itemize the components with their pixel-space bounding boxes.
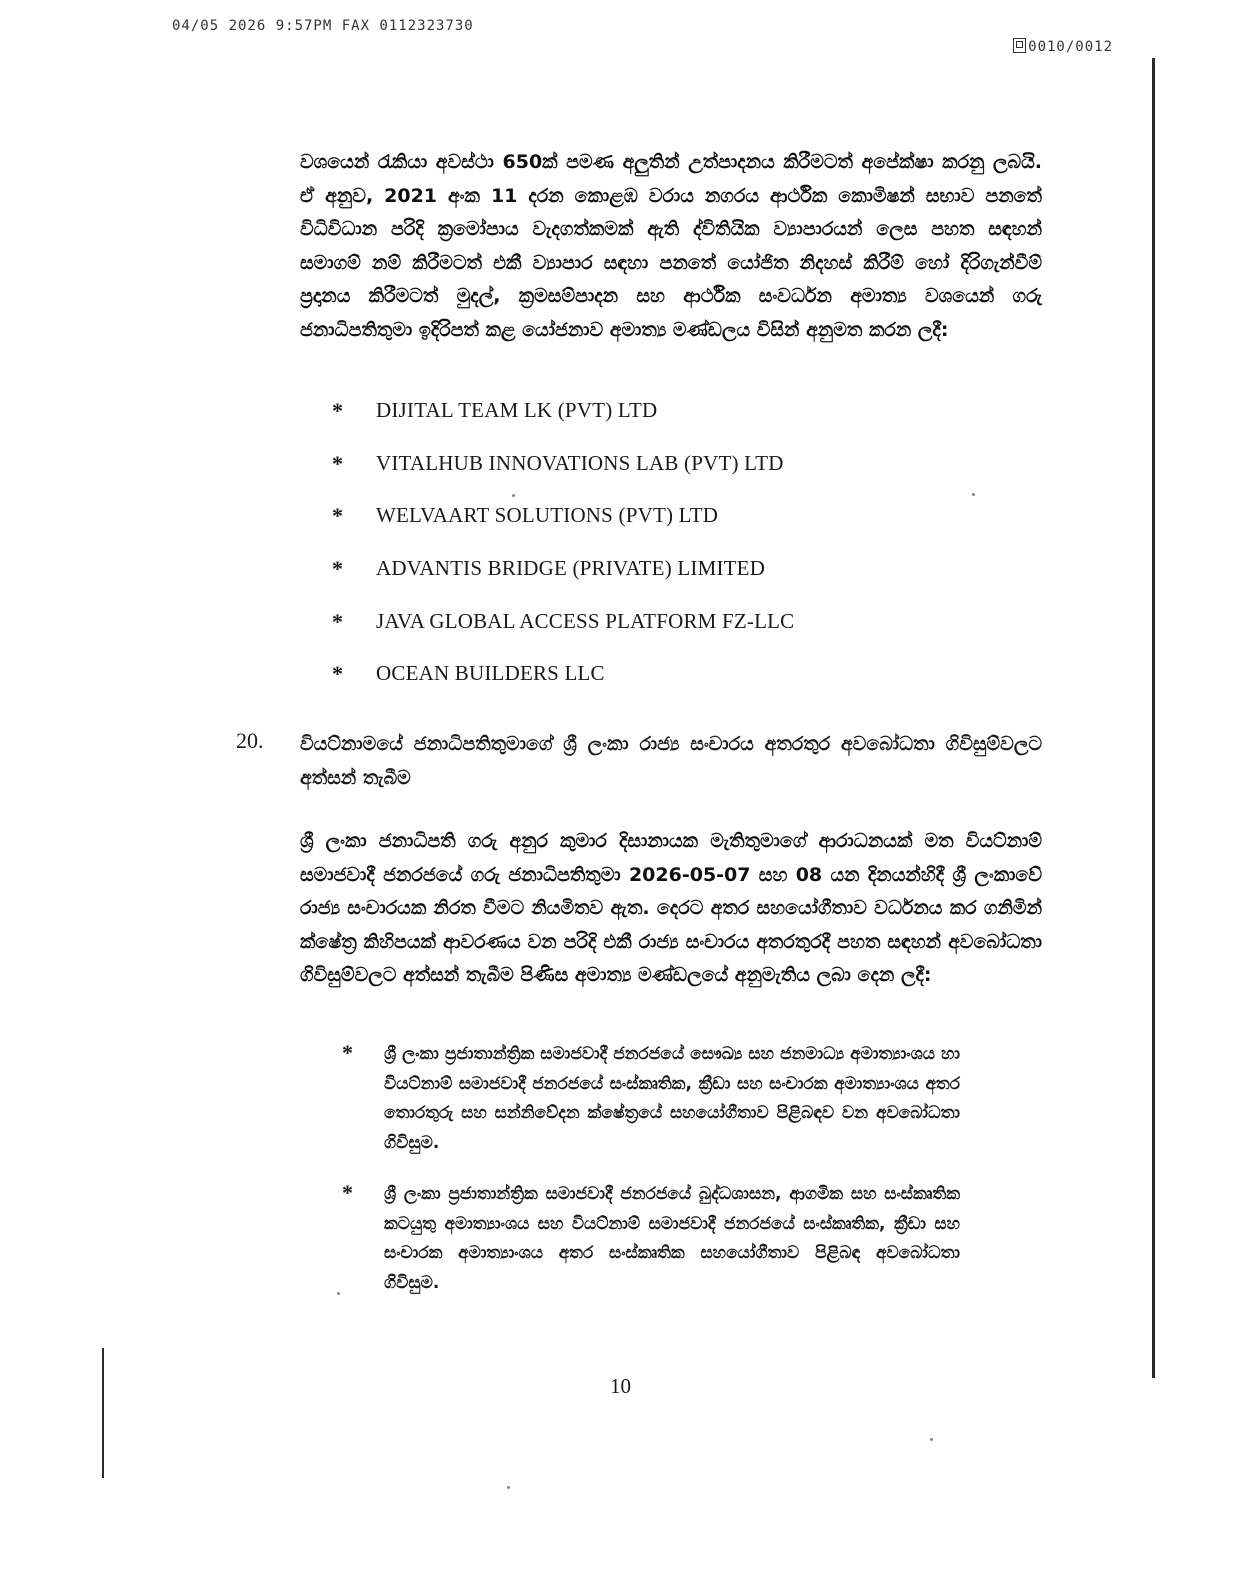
page-counter-text: 0010/0012 bbox=[1028, 39, 1113, 55]
bullet-star: * bbox=[342, 1180, 353, 1205]
bullet-star: * bbox=[332, 608, 343, 634]
bullet-star: * bbox=[332, 556, 343, 582]
mou-list bbox=[342, 1040, 962, 1320]
fax-box-icon bbox=[1013, 38, 1026, 53]
company-name: JAVA GLOBAL ACCESS PLATFORM FZ-LLC bbox=[376, 608, 795, 633]
company-name: VITALHUB INNOVATIONS LAB (PVT) LTD bbox=[376, 450, 784, 475]
mou-item bbox=[342, 1040, 962, 1158]
mou-text: ශ්‍රී ලංකා ප්‍රජාතාන්ත්‍රික සමාජවාදී ජනරජයේ සෞඛ්‍ය සහ ජනමාධ්‍ය අමාත්‍යාංශය හා වියට්නාම් සමාජවාදී ජනරජයේ සංස්කෘතික, ක්‍රීඩා සහ සංචාරක අමාත්‍යාංශය අතර තොරතුරු සහ සන්නිවේදන ක්ෂේත්‍රයේ සහයෝගීතාව පිළිබඳව වන අවබෝධතා ගිවිසුම. bbox=[384, 1044, 960, 1153]
page-number: 10 bbox=[610, 1374, 631, 1398]
bullet-star: * bbox=[332, 398, 343, 423]
company-name: WELVAART SOLUTIONS (PVT) LTD bbox=[376, 503, 719, 528]
fax-header: 04/05 2026 9:57PM FAX 0112323730 bbox=[172, 18, 474, 34]
bullet-star: * bbox=[342, 1040, 353, 1065]
company-name: OCEAN BUILDERS LLC bbox=[376, 661, 605, 686]
company-item bbox=[332, 451, 794, 504]
scan-speck bbox=[972, 493, 975, 496]
right-margin-line bbox=[1152, 58, 1155, 1378]
company-name: ADVANTIS BRIDGE (PRIVATE) LIMITED bbox=[376, 556, 766, 581]
page-counter bbox=[1013, 38, 1113, 55]
company-item bbox=[332, 556, 794, 609]
scan-speck bbox=[507, 1486, 510, 1489]
company-item bbox=[332, 661, 794, 714]
mou-text: ශ්‍රී ලංකා ප්‍රජාතාන්ත්‍රික සමාජවාදී ජනරජයේ බුද්ධශාසන, ආගමික සහ සංස්කෘතික කටයුතු අමාත්‍යාංශය සහ වියට්නාම් සමාජවාදී ජනරජයේ සංස්කෘතික, ක්‍රීඩා සහ සංචාරක අමාත්‍යාංශය අතර සංස්කෘතික සහයෝගීතාව පිළිබඳ අවබෝධතා ගිවිසුම. bbox=[384, 1184, 960, 1293]
section-number: 20. bbox=[236, 728, 264, 753]
bullet-star: * bbox=[332, 661, 343, 687]
section-title: වියට්නාමයේ ජනාධිපතිතුමාගේ ශ්‍රී ලංකා රාජ්‍ය සංචාරය අතරතුර අවබෝධතා ගිවිසුම්වලට අත්සන් තැබීම bbox=[300, 733, 1042, 789]
left-margin-line bbox=[102, 1348, 104, 1478]
section-paragraph: ශ්‍රී ලංකා ජනාධිපති ගරු අනුර කුමාර දිසානායක මැතිතුමාගේ ආරාධනයක් මත වියට්නාම් සමාජවාදී ජනරජයේ ගරු ජනාධිපතිතුමා 2026-05-07 සහ 08 යන දිනයන්හිදී ශ්‍රී ලංකාවේ රාජ්‍ය සංචාරයක නිරත වීමට නියමිතව ඇත. දෙරට අතර සහයෝගීතාව වර්ධනය කර ගනිමින් ක්ෂේත්‍ර කිහිපයක් ආවරණය වන පරිදි එකී රාජ්‍ය සංචාරය අතරතුරදී පහත සඳහන් අවබෝධතා ගිවිසුම්වලට අත්සන් තැබීම පිණිස අමාත්‍ය මණ්ඩලයේ අනුමැතිය ලබා දෙන ලදී: bbox=[300, 830, 1042, 987]
company-item bbox=[332, 609, 794, 662]
intro-paragraph: වශයෙන් රැකියා අවස්ථා 650ක් පමණ අලුතින් උත්පාදනය කිරීමටත් අපේක්ෂා කරනු ලබයි. ඒ අනුව, 2021 අංක 11 දරන කොළඹ වරාය නගරය ආර්ථික කොමිෂන් සභාව පනතේ විධිවිධාන පරිදි ක්‍රමෝපාය වැදගත්කමක් ඇති ද්විතියික ව්‍යාපාරයන් ලෙස පහත සඳහන් සමාගම් නම් කිරීමටත් එකී ව්‍යාපාර සඳහා පනතේ යෝජිත නිදහස් කිරීම් හෝ දිරිගැන්වීම් ප්‍රදානය කිරීමටත් මුදල්, ක්‍රමසම්පාදන සහ ආර්ථික සංවර්ධන අමාත්‍ය වශයෙන් ගරු ජනාධිපතිතුමා ඉදිරිපත් කළ යෝජනාව අමාත්‍ය මණ්ඩලය විසින් අනුමත කරන ලදී: bbox=[300, 151, 1042, 341]
bullet-star: * bbox=[332, 450, 343, 476]
company-item bbox=[332, 398, 794, 451]
company-item bbox=[332, 503, 794, 556]
company-name: DIJITAL TEAM LK (PVT) LTD bbox=[376, 398, 658, 422]
mou-item bbox=[342, 1180, 962, 1298]
company-list bbox=[332, 398, 794, 714]
scan-speck bbox=[337, 1292, 340, 1295]
scan-speck bbox=[930, 1438, 933, 1441]
bullet-star: * bbox=[332, 503, 343, 529]
